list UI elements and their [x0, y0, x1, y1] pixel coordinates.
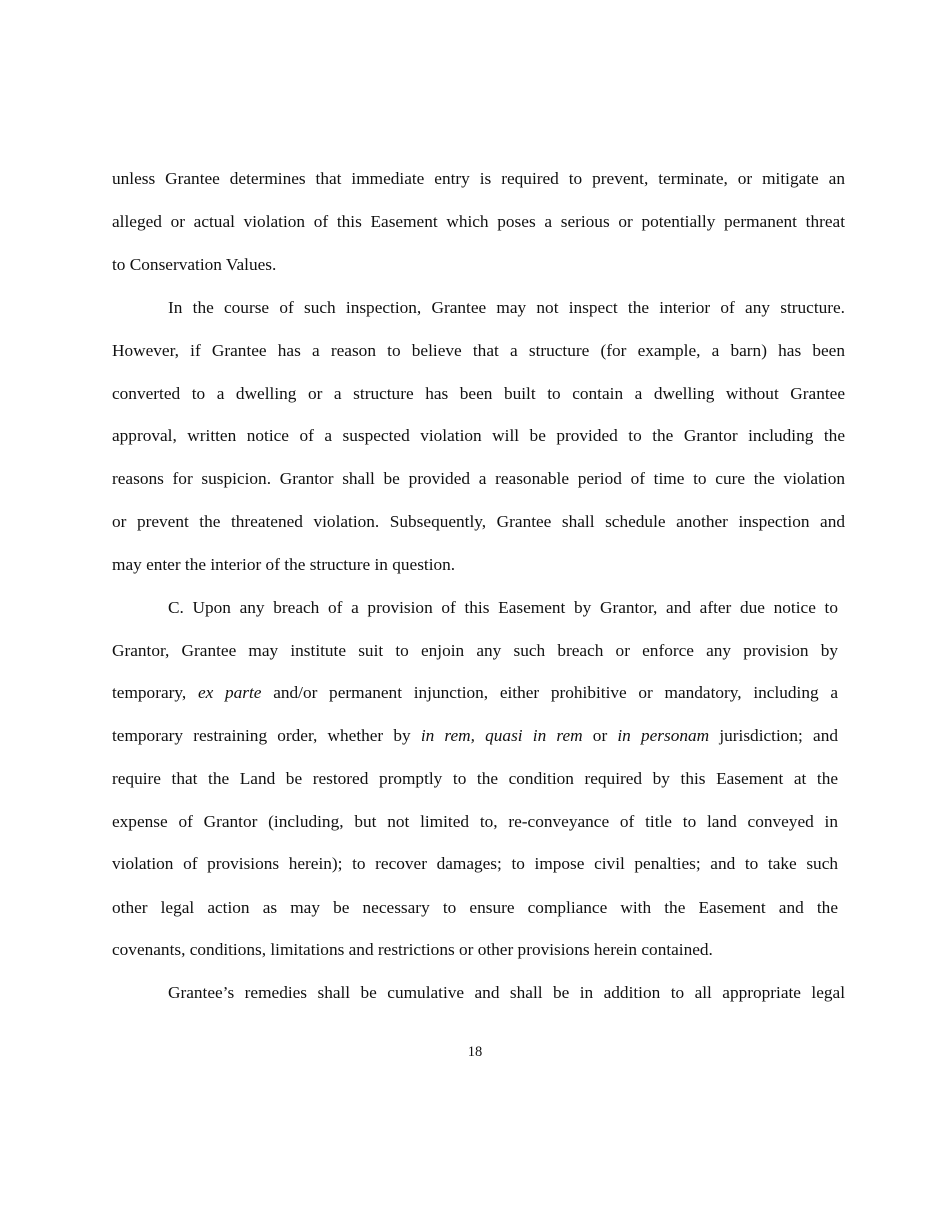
paragraph-3-line-2: Grantor, Grantee may institute suit to enjoin any such breach or enforce any provision by: [112, 641, 838, 660]
paragraph-2-line-1: In the course of such inspection, Grantee may not inspect the interior of any structure.: [168, 298, 845, 317]
paragraph-2-line-6: or prevent the threatened violation. Subsequently, Grantee shall schedule another inspection and: [112, 512, 845, 531]
paragraph-2-line-4: approval, written notice of a suspected violation will be provided to the Grantor including the: [112, 426, 845, 445]
page-number: 18: [467, 1044, 483, 1060]
paragraph-3-line-6: expense of Grantor (including, but not limited to, re-conveyance of title to land conveyed in: [112, 812, 838, 831]
paragraph-2-line-2: However, if Grantee has a reason to believe that a structure (for example, a barn) has been: [112, 341, 845, 360]
paragraph-2-line-5: reasons for suspicion. Grantor shall be provided a reasonable period of time to cure the violation: [112, 469, 845, 488]
paragraph-3-line-3: [112, 682, 838, 704]
paragraph-4-line-1: Grantee’s remedies shall be cumulative and shall be in addition to all appropriate legal: [168, 983, 845, 1002]
paragraph-3-line-1: C. Upon any breach of a provision of this Easement by Grantor, and after due notice to: [168, 598, 838, 617]
paragraph-3-line-3-post: and/or permanent injunction, either prohibitive or mandatory, including a: [261, 683, 838, 702]
paragraph-1-line-3: to Conservation Values.: [112, 255, 277, 274]
paragraph-2-line-7: may enter the interior of the structure in question.: [112, 555, 456, 574]
paragraph-3-line-3-pre: temporary,: [112, 683, 198, 702]
paragraph-3-line-4-post: jurisdiction; and: [709, 726, 838, 745]
paragraph-3-line-4-italic-2: in personam: [617, 726, 710, 745]
paragraph-3-line-4-italic-1: in rem, quasi in rem: [420, 726, 583, 745]
paragraph-3-line-4-mid: or: [582, 726, 618, 745]
paragraph-3-line-9: covenants, conditions, limitations and restrictions or other provisions herein contained.: [112, 940, 713, 959]
paragraph-3-line-4: [112, 725, 838, 747]
paragraph-3-line-5: require that the Land be restored promptly to the condition required by this Easement at the: [112, 769, 838, 788]
paragraph-1-line-1: unless Grantee determines that immediate entry is required to prevent, terminate, or mitigate an: [112, 169, 845, 188]
paragraph-3-line-7: violation of provisions herein); to recover damages; to impose civil penalties; and to take such: [112, 854, 838, 873]
paragraph-3-line-3-italic: ex parte: [197, 683, 262, 702]
paragraph-3-line-8: other legal action as may be necessary to ensure compliance with the Easement and the: [112, 898, 838, 917]
paragraph-2-line-3: converted to a dwelling or a structure has been built to contain a dwelling without Grantee: [112, 384, 845, 403]
paragraph-3-line-4-pre: temporary restraining order, whether by: [112, 726, 421, 745]
paragraph-1-line-2: alleged or actual violation of this Easement which poses a serious or potentially permanent threat: [112, 212, 845, 231]
